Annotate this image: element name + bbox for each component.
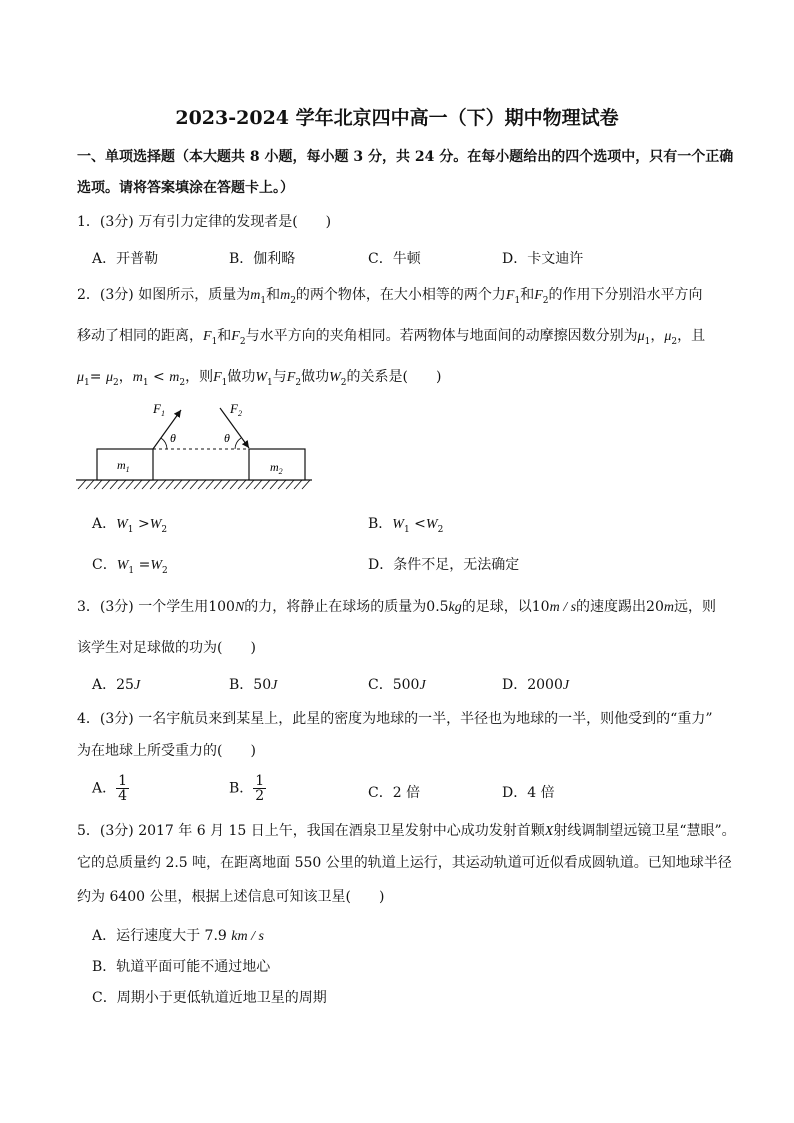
label-m2: $m_2$ [270, 460, 283, 476]
question-1-stem: 1．(3分) 万有引力定律的发现者是( ) [77, 214, 332, 230]
q2-option-c: C．$W_1 =W_2$ [92, 557, 168, 576]
page-title: 2023-2024 学年北京四中高一（下）期中物理试卷 [175, 107, 619, 129]
q3-option-c: C．500J [368, 677, 426, 693]
q1-option-a: A．开普勒 [92, 251, 159, 267]
q3-option-d: D．2000J [502, 677, 570, 693]
question-5-line1: 5．(3分) 2017 年 6 月 15 日上午，我国在酒泉卫星发射中心成功发射首颗X射线调制望远镜卫星“慧眼”。 [77, 823, 736, 839]
q2-option-a: A．$W_1 >W_2$ [92, 516, 168, 535]
label-m1: $m_1$ [117, 458, 130, 474]
q1-option-d: D．卡文迪许 [502, 251, 584, 267]
q5-option-c: C．周期小于更低轨道近地卫星的周期 [92, 990, 327, 1006]
force-diagram [74, 396, 316, 494]
q4-option-b: B． $\frac{1}{2}$ [229, 773, 265, 804]
q2-option-b: B．$W_1 <W_2$ [368, 516, 444, 535]
q5-option-b: B．轨道平面可能不通过地心 [92, 959, 271, 975]
q4-option-d: D．4 倍 [502, 785, 555, 801]
angle-arc-1 [161, 438, 167, 449]
q4-option-a: A． $\frac{1}{4}$ [92, 773, 128, 804]
q2-option-d: D．条件不足，无法确定 [368, 557, 520, 573]
label-f2: $F_2$ [230, 401, 242, 418]
question-4-line2: 为在地球上所受重力的( ) [77, 743, 256, 759]
question-2-line2: 移动了相同的距离，$F_1$和$F_2$与水平方向的夹角相同。若两物体与地面间的动摩擦因数分别为$\mu_1$，$\mu_2$，且 [77, 328, 706, 347]
q3-option-a: A．25J [92, 677, 141, 693]
question-3-line2: 该学生对足球做的功为( ) [77, 640, 256, 656]
q1-option-b: B．伽利略 [229, 251, 296, 267]
question-3-line1: 3．(3分) 一个学生用100N的力，将静止在球场的质量为0.5kg的足球，以10m / s的速度踢出20m远，则 [77, 599, 716, 615]
question-4-line1: 4．(3分) 一名宇航员来到某星上，此星的密度为地球的一半，半径也为地球的一半，则他受到的“重力” [77, 711, 713, 727]
section-heading-line1: 一、单项选择题（本大题共 8 小题，每小题 3 分，共 24 分。在每小题给出的四个选项中，只有一个正确 [77, 149, 734, 165]
section-heading-line2: 选项。请将答案填涂在答题卡上。） [77, 180, 294, 196]
question-5-line2: 它的总质量约 2.5 吨，在距离地面 550 公里的轨道上运行，其运动轨道可近似看成圆轨道。已知地球半径 [77, 855, 732, 871]
q5-option-a: A．运行速度大于 7.9 km / s [92, 928, 264, 944]
question-2-line3: $\mu_1= \mu_2$，$m_1 < m_2$，则$F_1$做功$W_1$与$F_2$做功$W_2$的关系是( ) [77, 369, 442, 388]
question-2-line1: 2．(3分) 如图所示，质量为$m_1$和$m_2$的两个物体，在大小相等的两个力$F_1$和$F_2$的作用下分别沿水平方向 [77, 287, 703, 306]
label-theta-1: θ [170, 431, 176, 445]
angle-arc-2 [235, 438, 241, 449]
q1-option-c: C．牛顿 [368, 251, 421, 267]
label-theta-2: θ [224, 431, 230, 445]
label-f1: $F_1$ [153, 401, 165, 418]
q3-option-b: B．50J [229, 677, 278, 693]
ground-hatching [78, 480, 310, 489]
q4-option-c: C．2 倍 [368, 785, 421, 801]
question-5-line3: 约为 6400 公里，根据上述信息可知该卫星( ) [77, 889, 385, 905]
